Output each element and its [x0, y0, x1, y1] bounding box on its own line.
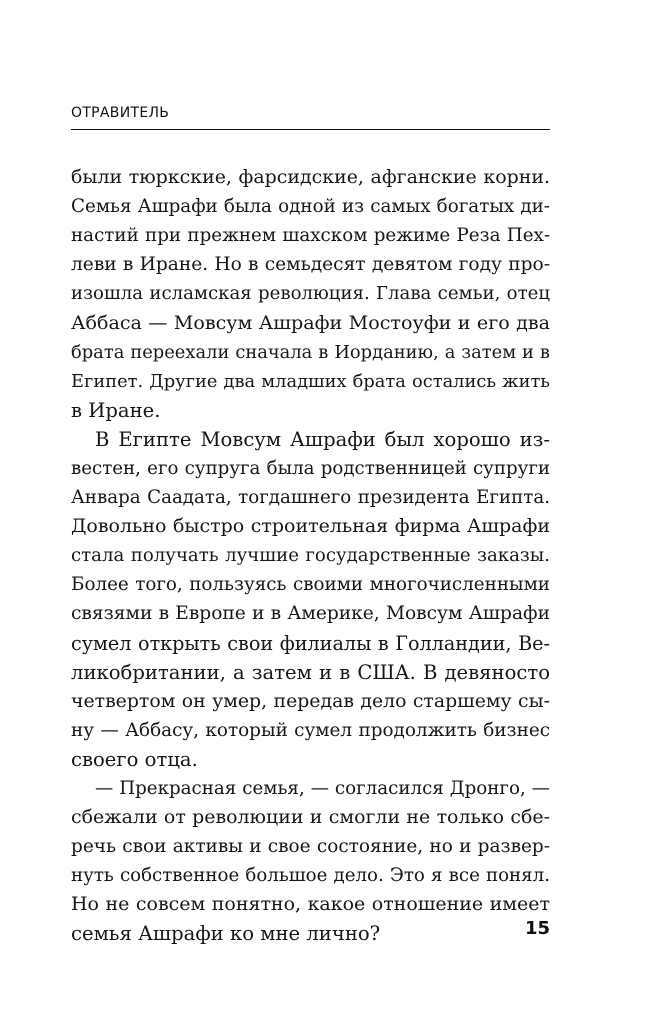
- text-line: Семья Ашрафи была одной из самых богатых ди-: [71, 196, 550, 218]
- text-line: четвертом он умер, передав дело старшему сы-: [71, 689, 550, 712]
- text-line: речь свои активы и свое состояние, но и развер-: [71, 836, 550, 858]
- running-title: ОТРАВИТЕЛЬ: [71, 105, 170, 121]
- paragraph-3: [71, 774, 550, 949]
- body-text: [71, 163, 550, 949]
- text-line: Более того, пользуясь своими многочисленными: [71, 574, 550, 596]
- page-number: 15: [524, 918, 550, 939]
- text-line: Довольно быстро строительная фирма Ашрафи: [71, 515, 550, 538]
- header-rule: [71, 129, 550, 130]
- paragraph-2: [71, 425, 550, 774]
- text-line: ликобритании, а затем и в США. В девяносто: [71, 660, 550, 684]
- text-line: настий при прежнем шахском режиме Реза Пех-: [71, 225, 550, 247]
- text-line: семья Ашрафи ко мне лично?: [71, 922, 381, 946]
- text-line: — Прекрасная семья, — согласился Дронго, —: [95, 777, 550, 799]
- text-line: Египет. Другие два младших брата остались жить: [71, 370, 550, 392]
- text-line: изошла исламская революция. Глава семьи, отец: [71, 283, 550, 305]
- text-line: связями в Европе и в Америке, Мовсум Ашрафи: [71, 603, 550, 625]
- text-line: стала получать лучшие государственные заказы.: [71, 545, 550, 567]
- text-line: сумел открыть свои филиалы в Голландии, Ве-: [71, 631, 550, 655]
- text-line: Анвара Саадата, тогдашнего президента Египта.: [71, 487, 550, 509]
- text-line: своего отца.: [71, 747, 198, 771]
- text-line: вестен, его супруга была родственницей супруги: [71, 457, 550, 479]
- text-line: Аббаса — Мовсум Ашрафи Мостоуфи и его два: [71, 311, 550, 335]
- text-line: сбежали от революции и смогли не только сбе-: [71, 806, 550, 829]
- text-line: ну — Аббасу, который сумел продолжить бизнес: [71, 719, 550, 741]
- text-line: леви в Иране. Но в семьдесят девятом году про-: [71, 254, 550, 276]
- text-line: брата переехали сначала в Иорданию, а затем и в: [71, 341, 550, 363]
- text-line: были тюркские, фарсидские, афганские корни.: [71, 166, 550, 188]
- text-line: В Египте Мовсум Ашрафи был хорошо из-: [95, 427, 550, 451]
- paragraph-1: [71, 163, 550, 425]
- text-line: Но не совсем понятно, какое отношение имеет: [71, 893, 550, 916]
- text-line: нуть собственное большое дело. Это я все понял.: [71, 865, 550, 887]
- text-line: в Иране.: [71, 398, 161, 422]
